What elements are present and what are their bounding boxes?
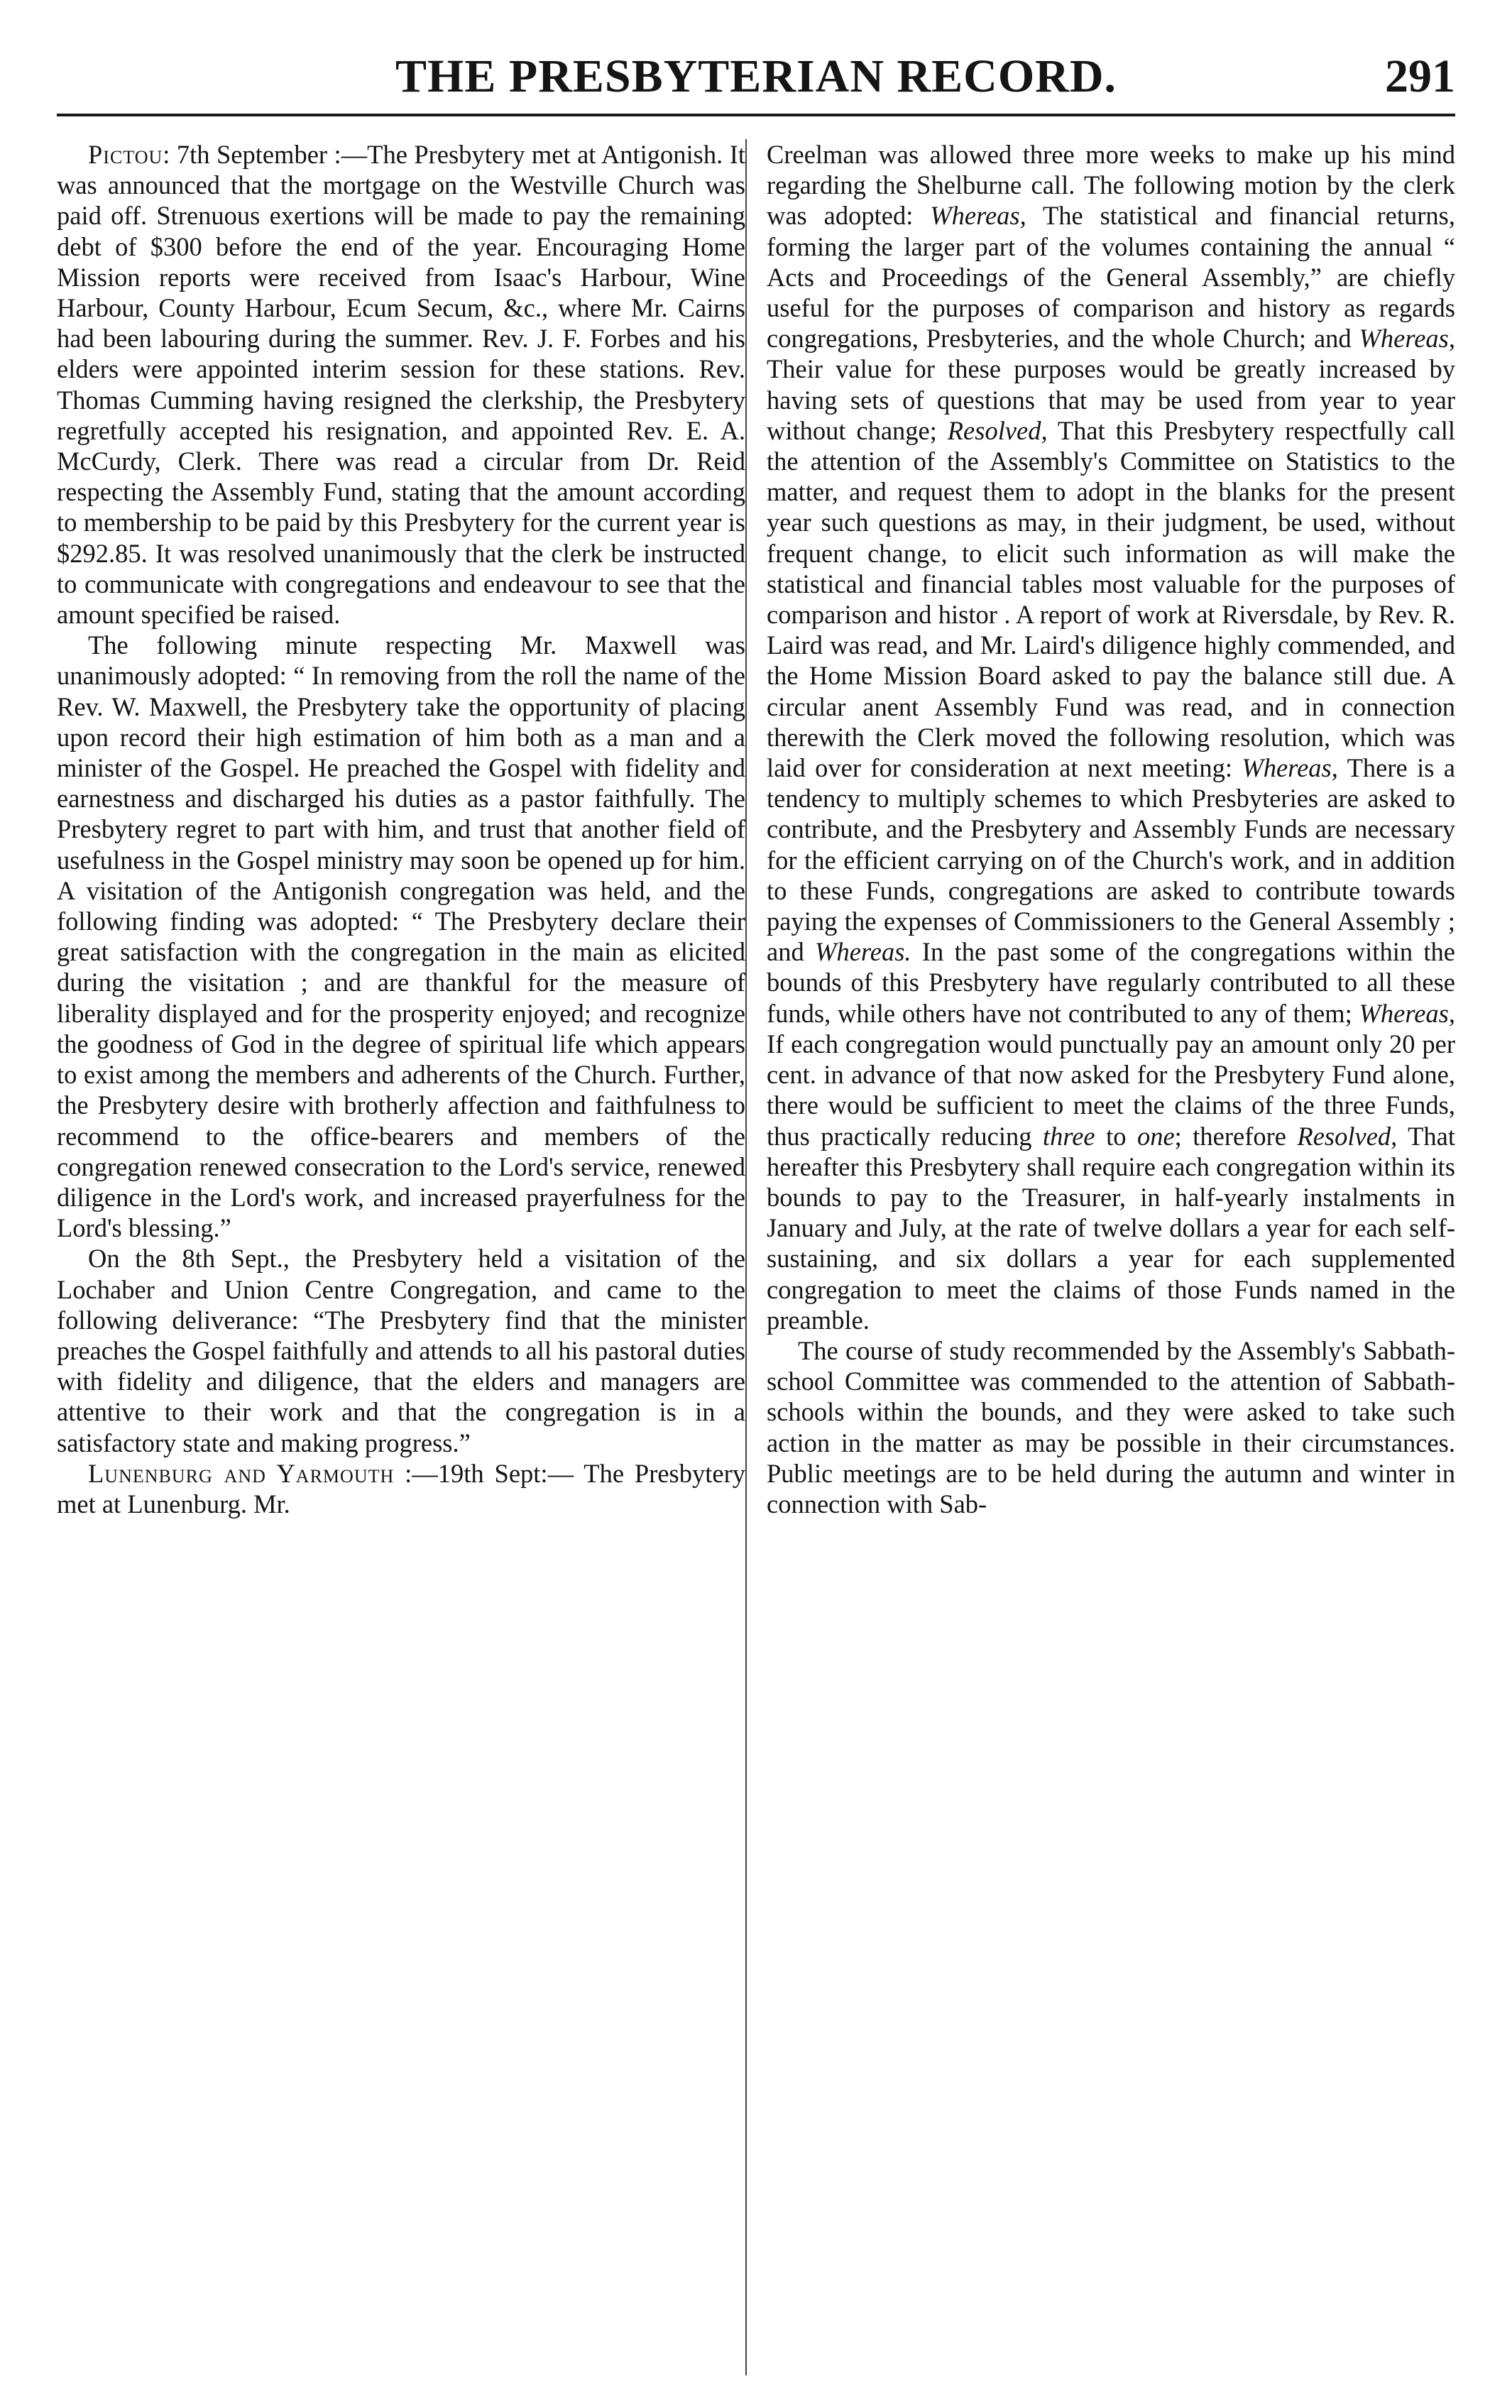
paragraph-lochaber-visitation: [57, 1243, 745, 1457]
italic-term: Resolved,: [947, 415, 1048, 445]
paragraph-text: to: [1095, 1121, 1137, 1151]
paragraph-text: :—19th Sept:— The Presbytery met at Lunenburg. Mr.: [57, 1458, 745, 1518]
right-column: [767, 139, 1455, 2375]
paragraph-text: : 7th September :—The Presbytery met at Antigonish. It was announced that the mortgage on the Westville Church was paid off. Strenuous exertions will be made to pay the remaining debt of $300 before the end of the year. Encouraging Home Mission reports were received from Isaac's Harbour, Wine Harbour, County Harbour, Ecum Secum, &c., where Mr. Cairns had been labouring during the summer. Rev. J. F. Forbes and his elders were appointed interim session for these stations. Rev. Thomas Cumming having resigned the clerkship, the Presbytery regretfully accepted his resignation, and appointed Rev. E. A. McCurdy, Clerk. There was read a circular from Dr. Reid respecting the Assembly Fund, stating that the amount according to membership to be paid by this Presbytery for the current year is $292.85. It was resolved unanimously that the clerk be instructed to communicate with congregations and endeavour to see that the amount specified be raised.: [57, 140, 745, 630]
paragraph-lead: Lunenburg and Yarmouth: [88, 1458, 395, 1488]
italic-term: Whereas,: [1359, 998, 1455, 1028]
italic-term: Whereas.: [815, 937, 911, 967]
paragraph-shelburne-statistics: [767, 139, 1455, 1335]
paragraph-pictou: [57, 139, 745, 630]
paragraph-text: Their value for these purposes would be greatly increased by having sets of questions that may be used from year to year without change;: [767, 354, 1455, 445]
italic-term: one: [1136, 1121, 1175, 1151]
italic-term: Whereas,: [930, 201, 1026, 231]
italic-term: Resolved,: [1297, 1121, 1398, 1151]
page-header: [57, 44, 1455, 108]
paragraph-text: The course of study recommended by the Assembly's Sabbath-school Committee was commended to the attention of Sabbath-schools within the bounds, and they were asked to take such action in the matter as may be possible in their circumstances. Public meetings are to be held during the autumn and winter in connection with Sab-: [767, 1335, 1455, 1518]
column-divider: [745, 139, 747, 2375]
running-title: THE PRESBYTERIAN RECORD.: [395, 50, 1117, 102]
left-column: [57, 139, 745, 2375]
paragraph-text: The statistical and financial returns, forming the larger part of the volumes containing the annual “ Acts and Proceedings of the General Assembly,” are chiefly useful for the purposes of comparison and history as regards congregations, Presbyteries, and the whole Church; and: [767, 201, 1455, 354]
paragraph-text: That hereafter this Presbytery shall require each congregation within its bounds to pay to the Treasurer, in half-yearly instalments in January and July, at the rate of twelve dollars a year for each self-sustaining, and six dollars a year for each supplemented congregation to meet the claims of those Funds named in the preamble.: [767, 1121, 1455, 1335]
italic-term: Whereas,: [1359, 324, 1455, 354]
italic-term: Whereas,: [1242, 753, 1338, 783]
paragraph-text: Creelman was allowed three more weeks to make up his mind regarding the Shelburne call. The following motion by the clerk was adopted:: [767, 140, 1455, 231]
paragraph-lunenburg: [57, 1458, 745, 1519]
paragraph-sabbath-school: [767, 1335, 1455, 1519]
paragraph-text: The following minute respecting Mr. Maxwell was unanimously adopted: “ In removing from the roll the name of the Rev. W. Maxwell, the Presbytery take the opportunity of placing upon record their high estimation of him both as a man and a minister of the Gospel. He preached the Gospel with fidelity and earnestness and discharged his duties as a pastor faithfully. The Presbytery regret to part with him, and trust that another field of usefulness in the Gospel ministry may soon be opened up for him. A visitation of the Antigonish congregation was held, and the following finding was adopted: “ The Presbytery declare their great satisfaction with the congregation in the main as elicited during the visitation ; and are thankful for the measure of liberality displayed and for the prosperity enjoyed; and recognize the goodness of God in the degree of spiritual life which appears to exist among the members and adherents of the Church. Further, the Presbytery desire with brotherly affection and faithfulness to recommend to the office-bearers and members of the congregation renewed consecration to the Lord's service, renewed diligence in the Lord's work, and increased prayerfulness for the Lord's blessing.”: [57, 630, 745, 1243]
paragraph-text: On the 8th Sept., the Presbytery held a visitation of the Lochaber and Union Centre Congregation, and came to the following deliverance: “The Presbytery find that the minister preaches the Gospel faithfully and attends to all his pastoral duties with fidelity and diligence, that the elders and managers are attentive to their work and that the congregation is in a satisfactory state and making progress.”: [57, 1244, 745, 1457]
paragraph-text: There is a tendency to multiply schemes to which Presbyteries are asked to contribute, and the Presbytery and Assembly Funds are necessary for the efficient carrying on of the Church's work, and in addition to these Funds, congregations are asked to contribute towards paying the expenses of Commissioners to the General Assembly ; and: [767, 753, 1455, 967]
header-rule: [57, 114, 1455, 116]
page-number: 291: [1385, 50, 1455, 102]
paragraph-text: ; therefore: [1174, 1121, 1298, 1151]
paragraph-lead: Pictou: [88, 140, 163, 169]
paragraph-text: If each congregation would punctually pay an amount only 20 per cent. in advance of that now asked for the Presbytery Fund alone, there would be sufficient to meet the claims of the three Funds, thus practically reducing: [767, 1029, 1455, 1151]
paragraph-maxwell-minute: [57, 630, 745, 1243]
italic-term: three: [1042, 1121, 1095, 1151]
paragraph-text: That this Presbytery respectfully call the attention of the Assembly's Committee on Statistics to the matter, and request them to adopt in the blanks for the present year such questions as may, in their judgment, be used, without frequent change, to elicit such information as will make the statistical and financial tables most valuable for the purposes of comparison and histor . A report of work at Riversdale, by Rev. R. Laird was read, and Mr. Laird's diligence highly commended, and the Home Mission Board asked to pay the balance still due. A circular anent Assembly Fund was read, and in connection therewith the Clerk moved the following resolution, which was laid over for consideration at next meeting:: [767, 415, 1455, 783]
paragraph-text: In the past some of the congregations within the bounds of this Presbytery have regularly contributed to all these funds, while others have not contributed to any of them;: [767, 937, 1455, 1028]
